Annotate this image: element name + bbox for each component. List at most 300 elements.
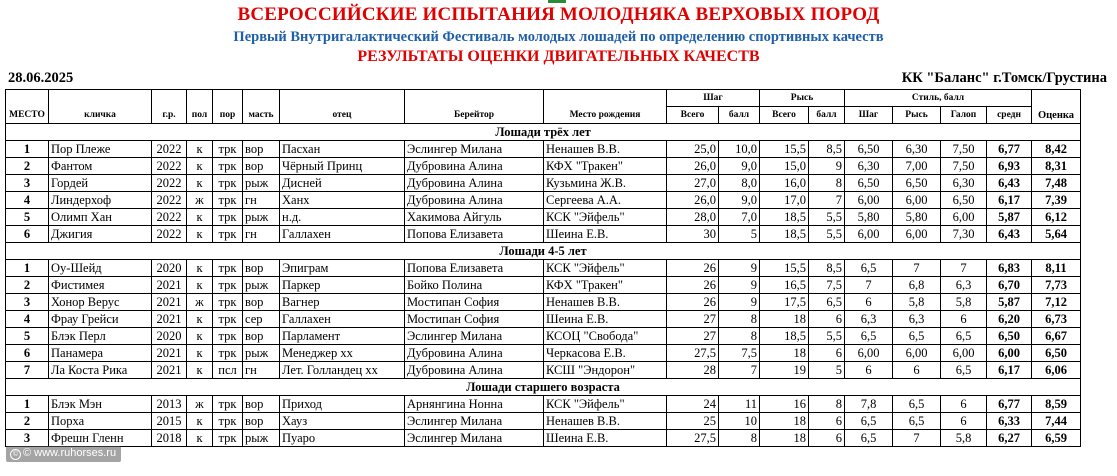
table-cell: 6,59 <box>1032 430 1081 447</box>
table-cell: 27,0 <box>667 175 719 192</box>
table-cell: 6,83 <box>987 260 1032 277</box>
col-group-trot: Рысь <box>760 90 845 107</box>
table-cell: трк <box>213 175 243 192</box>
table-cell: 7 <box>6 362 49 379</box>
table-cell: 6,27 <box>987 430 1032 447</box>
table-cell: 3 <box>6 175 49 192</box>
table-cell: Мостипан София <box>405 311 544 328</box>
table-cell: 2021 <box>152 362 187 379</box>
table-row <box>6 209 1081 226</box>
table-cell: 17,0 <box>760 192 809 209</box>
table-cell: Шеина Е.В. <box>544 226 667 243</box>
table-cell: Лет. Голландец хх <box>280 362 405 379</box>
table-cell: 6,00 <box>941 209 987 226</box>
table-row <box>6 192 1081 209</box>
table-row <box>6 430 1081 447</box>
table-cell: Менеджер хх <box>280 345 405 362</box>
table-cell: Дисней <box>280 175 405 192</box>
table-cell: Черкасова Е.В. <box>544 345 667 362</box>
col-group-walk: Шаг <box>667 90 760 107</box>
table-cell: Парламент <box>280 328 405 345</box>
table-cell: 7,73 <box>1032 277 1081 294</box>
table-cell: 6,77 <box>987 141 1032 158</box>
table-cell: Попова Елизавета <box>405 226 544 243</box>
table-cell: 2022 <box>152 226 187 243</box>
table-cell: трк <box>213 345 243 362</box>
table-cell: 6 <box>809 345 845 362</box>
table-cell: 7,50 <box>941 158 987 175</box>
table-cell: Ханх <box>280 192 405 209</box>
watermark <box>6 446 121 462</box>
table-cell: 8,59 <box>1032 396 1081 413</box>
page-subtitle: Первый Внутригалактический Фестиваль молодых лошадей по определению спортивных качеств <box>233 29 884 45</box>
table-cell: 26,0 <box>667 158 719 175</box>
table-cell: 9 <box>719 294 760 311</box>
table-cell: 2 <box>6 277 49 294</box>
table-cell: 18 <box>760 413 809 430</box>
table-cell: 5,8 <box>893 294 941 311</box>
event-date: 28.06.2025 <box>8 70 74 86</box>
table-cell: 7,44 <box>1032 413 1081 430</box>
col-walk-total: Всего <box>667 107 719 124</box>
table-cell: 6,5 <box>893 396 941 413</box>
table-cell: 26,0 <box>667 192 719 209</box>
table-cell: 7,12 <box>1032 294 1081 311</box>
results-body <box>6 124 1081 447</box>
table-cell: 2021 <box>152 345 187 362</box>
col-trot-total: Всего <box>760 107 809 124</box>
table-cell: 3 <box>6 430 49 447</box>
table-cell: трк <box>213 209 243 226</box>
col-trot-score: балл <box>809 107 845 124</box>
table-cell: 26 <box>667 277 719 294</box>
table-cell: 8,5 <box>809 141 845 158</box>
table-cell: 5,80 <box>893 209 941 226</box>
table-row <box>6 294 1081 311</box>
table-cell: ж <box>187 294 213 311</box>
table-cell: 6,50 <box>845 141 893 158</box>
table-cell: 5 <box>6 209 49 226</box>
table-cell: 2022 <box>152 158 187 175</box>
table-cell: к <box>187 430 213 447</box>
table-cell: 4 <box>6 311 49 328</box>
table-cell: рыж <box>243 430 280 447</box>
table-cell: 9 <box>719 277 760 294</box>
table-cell: 2022 <box>152 175 187 192</box>
table-cell: 6,8 <box>893 277 941 294</box>
table-cell: 27 <box>667 328 719 345</box>
table-cell: 6,17 <box>987 362 1032 379</box>
table-cell: к <box>187 311 213 328</box>
col-walk-score: балл <box>719 107 760 124</box>
table-cell: вор <box>243 294 280 311</box>
table-cell: рыж <box>243 175 280 192</box>
table-row <box>6 362 1081 379</box>
table-cell: к <box>187 413 213 430</box>
table-cell: 7 <box>809 192 845 209</box>
copyright-icon: © <box>10 449 21 460</box>
table-cell: 2 <box>6 413 49 430</box>
table-cell: Эслингер Милана <box>405 141 544 158</box>
table-cell: 7 <box>893 430 941 447</box>
table-cell: 6,00 <box>845 345 893 362</box>
table-cell: Хауз <box>280 413 405 430</box>
table-cell: Фантом <box>49 158 152 175</box>
col-style-avg: средн <box>987 107 1032 124</box>
results-title: РЕЗУЛЬТАТЫ ОЦЕНКИ ДВИГАТЕЛЬНЫХ КАЧЕСТВ <box>357 48 760 65</box>
table-cell: к <box>187 141 213 158</box>
col-group-style: Стиль, балл <box>845 90 1032 107</box>
table-cell: вор <box>243 260 280 277</box>
table-cell: гн <box>243 192 280 209</box>
table-cell: КСШ "Эндорон" <box>544 362 667 379</box>
table-cell: 7 <box>941 260 987 277</box>
table-cell: ж <box>187 396 213 413</box>
table-cell: 6,30 <box>893 141 941 158</box>
table-cell: 6,00 <box>845 192 893 209</box>
table-cell: 25 <box>667 413 719 430</box>
table-cell: Шеина Е.В. <box>544 311 667 328</box>
table-cell: 15,5 <box>760 260 809 277</box>
table-cell: вор <box>243 396 280 413</box>
table-cell: 8 <box>719 328 760 345</box>
col-place: МЕСТО <box>6 90 49 124</box>
table-cell: вор <box>243 328 280 345</box>
table-cell: 6,43 <box>987 226 1032 243</box>
table-cell: 15,0 <box>760 158 809 175</box>
table-cell: 26 <box>667 260 719 277</box>
table-cell: 28,0 <box>667 209 719 226</box>
table-cell: Вагнер <box>280 294 405 311</box>
table-row <box>6 413 1081 430</box>
table-cell: 2021 <box>152 277 187 294</box>
table-cell: 5,64 <box>1032 226 1081 243</box>
table-row <box>6 328 1081 345</box>
table-cell: 8,0 <box>719 175 760 192</box>
table-cell: 6,5 <box>809 294 845 311</box>
section-header-row <box>6 243 1081 260</box>
table-cell: Блэк Перл <box>49 328 152 345</box>
table-cell: 6 <box>941 396 987 413</box>
table-cell: 5,87 <box>987 294 1032 311</box>
table-cell: трк <box>213 430 243 447</box>
table-cell: 6,06 <box>1032 362 1081 379</box>
table-cell: 15,5 <box>760 141 809 158</box>
table-cell: 7,5 <box>809 277 845 294</box>
table-cell: Хакимова Айгуль <box>405 209 544 226</box>
table-cell: трк <box>213 396 243 413</box>
table-cell: 16 <box>760 396 809 413</box>
table-cell: 6,33 <box>987 413 1032 430</box>
table-cell: 16,5 <box>760 277 809 294</box>
table-cell: Приход <box>280 396 405 413</box>
table-cell: 6,50 <box>893 175 941 192</box>
table-cell: Дубровина Алина <box>405 158 544 175</box>
table-cell: 6,50 <box>987 328 1032 345</box>
table-cell: 7 <box>719 362 760 379</box>
table-cell: КСК "Эйфель" <box>544 260 667 277</box>
table-cell: 4 <box>6 192 49 209</box>
col-style-walk: Шаг <box>845 107 893 124</box>
table-cell: 6,30 <box>845 158 893 175</box>
table-cell: Эслингер Милана <box>405 413 544 430</box>
table-cell: Хонор Верус <box>49 294 152 311</box>
table-cell: 8 <box>809 396 845 413</box>
table-row <box>6 345 1081 362</box>
table-cell: 6,00 <box>893 226 941 243</box>
table-cell: 7,30 <box>941 226 987 243</box>
table-cell: 18 <box>760 430 809 447</box>
table-cell: 17,5 <box>760 294 809 311</box>
table-cell: 6,00 <box>893 192 941 209</box>
table-cell: к <box>187 209 213 226</box>
table-cell: 9 <box>809 158 845 175</box>
table-cell: 7,5 <box>719 345 760 362</box>
col-birthplace: Место рождения <box>544 90 667 124</box>
table-cell: 8,5 <box>809 260 845 277</box>
table-cell: 6,20 <box>987 311 1032 328</box>
event-location: КК "Баланс" г.Томск/Грустина <box>901 70 1107 86</box>
table-cell: 5,87 <box>987 209 1032 226</box>
table-cell: 7,48 <box>1032 175 1081 192</box>
table-cell: к <box>187 345 213 362</box>
table-cell: Пор Плеже <box>49 141 152 158</box>
table-row <box>6 226 1081 243</box>
table-cell: Дубровина Алина <box>405 345 544 362</box>
table-cell: 5,8 <box>941 294 987 311</box>
table-cell: Эпиграм <box>280 260 405 277</box>
table-row <box>6 158 1081 175</box>
table-cell: 6 <box>893 362 941 379</box>
top-accent-mark <box>548 0 566 3</box>
table-cell: 2022 <box>152 141 187 158</box>
table-cell: 2 <box>6 158 49 175</box>
table-cell: вор <box>243 158 280 175</box>
table-row <box>6 311 1081 328</box>
table-cell: Мостипан София <box>405 294 544 311</box>
results-table <box>5 89 1081 447</box>
table-row <box>6 396 1081 413</box>
table-cell: 6 <box>6 345 49 362</box>
table-cell: 11 <box>719 396 760 413</box>
table-cell: 18 <box>760 345 809 362</box>
table-cell: псл <box>213 362 243 379</box>
table-cell: 6,5 <box>941 328 987 345</box>
table-cell: 6,50 <box>941 192 987 209</box>
table-cell: 6,73 <box>1032 311 1081 328</box>
table-cell: 5 <box>6 328 49 345</box>
table-cell: Фрешн Гленн <box>49 430 152 447</box>
table-cell: Кузьмина Ж.В. <box>544 175 667 192</box>
table-cell: 7,50 <box>941 141 987 158</box>
table-cell: 27 <box>667 311 719 328</box>
table-cell: 6,00 <box>845 226 893 243</box>
table-cell: Блэк Мэн <box>49 396 152 413</box>
table-cell: 6,17 <box>987 192 1032 209</box>
table-cell: 2020 <box>152 328 187 345</box>
table-cell: трк <box>213 311 243 328</box>
table-cell: 1 <box>6 260 49 277</box>
table-cell: 6,93 <box>987 158 1032 175</box>
table-cell: 9,0 <box>719 192 760 209</box>
table-cell: 7 <box>893 260 941 277</box>
table-cell: 6,5 <box>941 362 987 379</box>
table-cell: 5,5 <box>809 209 845 226</box>
table-cell: 7,00 <box>893 158 941 175</box>
table-cell: 7,39 <box>1032 192 1081 209</box>
table-cell: 7,8 <box>845 396 893 413</box>
col-style-canter: Галоп <box>941 107 987 124</box>
table-cell: 27,5 <box>667 430 719 447</box>
col-breed: пор <box>213 90 243 124</box>
table-cell: к <box>187 175 213 192</box>
col-rider: Берейтор <box>405 90 544 124</box>
table-cell: к <box>187 328 213 345</box>
table-cell: 18,5 <box>760 209 809 226</box>
table-cell: 28 <box>667 362 719 379</box>
col-style-trot: Рысь <box>893 107 941 124</box>
table-cell: Пуаро <box>280 430 405 447</box>
table-cell: 6,3 <box>893 311 941 328</box>
table-cell: ж <box>187 192 213 209</box>
table-cell: 6,12 <box>1032 209 1081 226</box>
col-sex: пол <box>187 90 213 124</box>
table-cell: КСК "Эйфель" <box>544 396 667 413</box>
table-cell: 6,50 <box>1032 345 1081 362</box>
table-cell: Эслингер Милана <box>405 328 544 345</box>
table-cell: 6 <box>809 311 845 328</box>
table-cell: 1 <box>6 396 49 413</box>
section-title: Лошади трёх лет <box>6 124 1081 141</box>
table-cell: 2021 <box>152 311 187 328</box>
table-cell: 9,0 <box>719 158 760 175</box>
table-cell: 2022 <box>152 192 187 209</box>
table-cell: Дубровина Алина <box>405 175 544 192</box>
table-cell: к <box>187 226 213 243</box>
table-cell: 7,0 <box>719 209 760 226</box>
table-cell: Бойко Полина <box>405 277 544 294</box>
table-cell: 16,0 <box>760 175 809 192</box>
table-cell: н.д. <box>280 209 405 226</box>
table-cell: 5 <box>719 226 760 243</box>
table-cell: 6 <box>6 226 49 243</box>
table-cell: 5,5 <box>809 226 845 243</box>
table-cell: 6,50 <box>845 175 893 192</box>
table-cell: вор <box>243 141 280 158</box>
table-row <box>6 260 1081 277</box>
table-cell: 8,11 <box>1032 260 1081 277</box>
table-cell: 5,8 <box>941 430 987 447</box>
table-cell: вор <box>243 413 280 430</box>
table-cell: 2020 <box>152 260 187 277</box>
table-cell: 6,00 <box>893 345 941 362</box>
table-cell: Панамера <box>49 345 152 362</box>
table-cell: 24 <box>667 396 719 413</box>
table-cell: трк <box>213 413 243 430</box>
table-cell: 2018 <box>152 430 187 447</box>
table-cell: 3 <box>6 294 49 311</box>
table-cell: Паркер <box>280 277 405 294</box>
table-cell: Дубровина Алина <box>405 192 544 209</box>
table-cell: Сергеева А.А. <box>544 192 667 209</box>
table-cell: 6,5 <box>845 328 893 345</box>
table-cell: рыж <box>243 277 280 294</box>
section-header-row <box>6 124 1081 141</box>
table-cell: Олимп Хан <box>49 209 152 226</box>
table-cell: к <box>187 260 213 277</box>
table-cell: Галлахен <box>280 311 405 328</box>
page-title: ВСЕРОССИЙСКИЕ ИСПЫТАНИЯ МОЛОДНЯКА ВЕРХОВЫХ ПОРОД <box>237 4 880 25</box>
table-cell: рыж <box>243 345 280 362</box>
table-cell: трк <box>213 158 243 175</box>
col-name: кличка <box>49 90 152 124</box>
table-cell: трк <box>213 294 243 311</box>
table-cell: 8 <box>809 175 845 192</box>
table-cell: Арнянгина Нонна <box>405 396 544 413</box>
table-cell: трк <box>213 277 243 294</box>
table-cell: Шеина Е.В. <box>544 430 667 447</box>
table-cell: гн <box>243 226 280 243</box>
table-cell: Джигия <box>49 226 152 243</box>
table-cell: трк <box>213 328 243 345</box>
table-cell: Чёрный Принц <box>280 158 405 175</box>
table-cell: 1 <box>6 141 49 158</box>
table-cell: 6,5 <box>893 328 941 345</box>
table-cell: 5,5 <box>809 328 845 345</box>
table-cell: 6,5 <box>845 413 893 430</box>
section-header-row <box>6 379 1081 396</box>
table-cell: Эслингер Милана <box>405 430 544 447</box>
table-cell: гн <box>243 362 280 379</box>
table-cell: Галлахен <box>280 226 405 243</box>
table-cell: трк <box>213 192 243 209</box>
table-cell: 18,5 <box>760 226 809 243</box>
table-cell: 30 <box>667 226 719 243</box>
table-cell: 10,0 <box>719 141 760 158</box>
table-cell: Порха <box>49 413 152 430</box>
table-cell: 6 <box>941 413 987 430</box>
table-cell: 6,43 <box>987 175 1032 192</box>
table-cell: 2015 <box>152 413 187 430</box>
table-cell: к <box>187 158 213 175</box>
table-cell: Ненашев В.В. <box>544 413 667 430</box>
table-cell: 6,00 <box>941 345 987 362</box>
table-cell: Фрау Грейси <box>49 311 152 328</box>
col-year: г.р. <box>152 90 187 124</box>
table-cell: 6,5 <box>845 260 893 277</box>
table-cell: трк <box>213 260 243 277</box>
table-cell: КФХ "Тракен" <box>544 277 667 294</box>
table-cell: 6,3 <box>845 311 893 328</box>
table-cell: 2022 <box>152 209 187 226</box>
table-cell: 25,0 <box>667 141 719 158</box>
section-title: Лошади 4-5 лет <box>6 243 1081 260</box>
table-cell: 6,00 <box>987 345 1032 362</box>
table-cell: Попова Елизавета <box>405 260 544 277</box>
table-cell: 19 <box>760 362 809 379</box>
table-cell: 6 <box>845 362 893 379</box>
table-cell: 5 <box>809 362 845 379</box>
table-cell: Оу-Шейд <box>49 260 152 277</box>
table-cell: 18,5 <box>760 328 809 345</box>
table-cell: КСК "Эйфель" <box>544 209 667 226</box>
watermark-text: © www.ruhorses.ru <box>23 447 117 459</box>
table-row <box>6 175 1081 192</box>
table-cell: 6,5 <box>893 413 941 430</box>
col-sire: отец <box>280 90 405 124</box>
table-cell: Фистимея <box>49 277 152 294</box>
table-cell: к <box>187 362 213 379</box>
